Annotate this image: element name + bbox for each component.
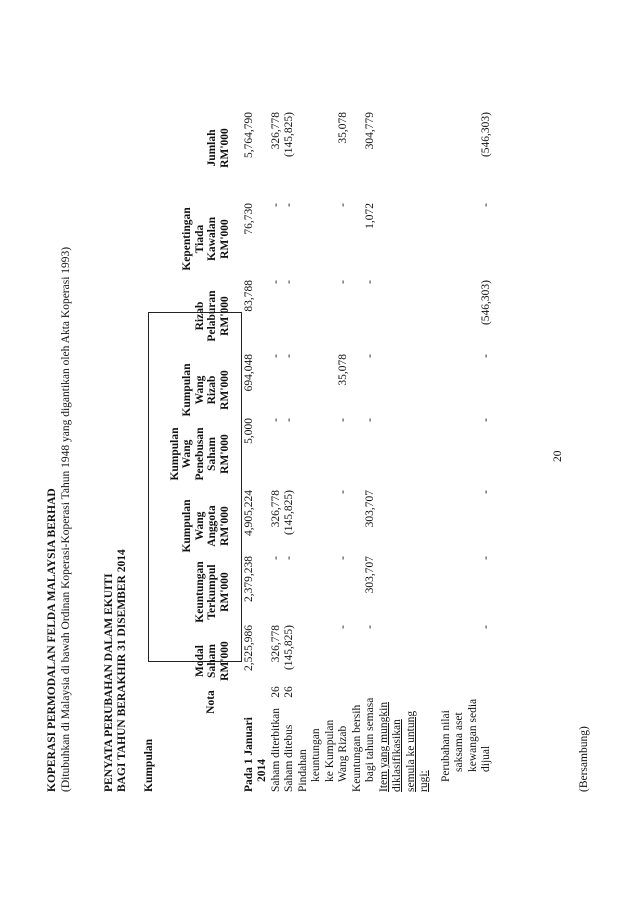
table-cell: 35,078	[337, 112, 349, 144]
row-label: diklasifikasikan	[391, 719, 403, 792]
header-kumpulan-wang-rizab: Kumpulan Wang Rizab RM'000	[181, 363, 231, 417]
table-cell: -	[364, 280, 376, 284]
row-label: saksama aset	[453, 712, 465, 772]
header-modal-saham: Modal Saham RM'000	[193, 641, 231, 681]
table-cell: 694,048	[243, 354, 255, 392]
table-cell: -	[283, 280, 295, 284]
table-cell: -	[283, 354, 295, 358]
row-label: Saham ditebus	[283, 724, 295, 792]
table-cell: -	[337, 490, 349, 494]
org-name: KOPERASI PERMODALAN FELDA MALAYSIA BERHAD	[46, 488, 58, 792]
note-ref: 26	[283, 686, 295, 698]
row-label: ke Kumpulan	[324, 719, 336, 782]
table-cell: 4,905,224	[243, 490, 255, 536]
note-ref: 26	[270, 686, 282, 698]
table-cell: -	[364, 354, 376, 358]
table-cell: -	[480, 625, 492, 629]
statement-period: BAGI TAHUN BERAKHIR 31 DISEMBER 2014	[116, 549, 128, 792]
table-cell: -	[270, 354, 282, 358]
table-cell: 5,000	[243, 418, 255, 444]
table-cell: -	[364, 625, 376, 629]
header-rizab-pelaburan: Rizab Pelaburan RM'000	[193, 290, 231, 342]
continued-note: (Bersambung)	[578, 726, 590, 792]
table-cell: -	[337, 556, 349, 560]
table-cell: -	[283, 418, 295, 422]
incorporation-note: (Ditubuhkan di Malaysia di bawah Ordinan Koperasi-Koperasi Tahun 1948 yang digantikan oleh Akta Koperasi 1993)	[60, 246, 72, 792]
table-cell: 5,764,790	[243, 112, 255, 158]
header-nota: Nota	[205, 690, 217, 714]
row-label: Perubahan nilai	[440, 710, 452, 782]
table-cell: -	[480, 490, 492, 494]
table-cell: -	[270, 418, 282, 422]
row-label: 2014	[256, 759, 268, 782]
table-cell: (546,303)	[480, 112, 492, 158]
table-cell: (145,825)	[283, 112, 295, 158]
header-kumpulan-wang-anggota: Kumpulan Wang Anggota RM'000	[181, 499, 231, 553]
table-cell: -	[480, 418, 492, 422]
row-label: keuntungan	[310, 728, 322, 782]
header-kepentingan-tiada-kawalan: Kepentingan Tiada Kawalan RM'000	[181, 207, 231, 271]
table-cell: -	[337, 625, 349, 629]
row-label: Item yang mungkin	[378, 701, 390, 792]
table-cell: 326,778	[270, 625, 282, 663]
table-cell: -	[283, 203, 295, 207]
table-cell: 35,078	[337, 354, 349, 386]
table-cell: 1,072	[364, 203, 376, 229]
table-cell: 2,379,238	[243, 556, 255, 602]
table-cell: (145,825)	[283, 490, 295, 536]
table-cell: 303,707	[364, 556, 376, 594]
table-cell: -	[480, 556, 492, 560]
row-label: Pindahan	[297, 749, 309, 792]
table-cell: (145,825)	[283, 625, 295, 671]
table-cell: 76,730	[243, 203, 255, 235]
row-label: dijual	[480, 745, 492, 772]
table-cell: -	[337, 203, 349, 207]
row-label: Pada 1 Januari	[243, 717, 255, 792]
table-cell: 83,788	[243, 280, 255, 312]
header-kumpulan-wang-penebusan-saham: Kumpulan Wang Penebusan Saham RM'000	[168, 427, 231, 481]
table-cell: -	[364, 418, 376, 422]
table-cell: (546,303)	[480, 280, 492, 326]
row-label: kewangan sedia	[467, 698, 479, 772]
group-label: Kumpulan	[143, 738, 155, 792]
table-cell: -	[480, 203, 492, 207]
table-cell: -	[480, 354, 492, 358]
table-cell: 2,525,986	[243, 625, 255, 671]
table-cell: -	[270, 280, 282, 284]
row-label: Saham diterbitkan	[270, 708, 282, 792]
table-cell: -	[283, 556, 295, 560]
statement-title: PENYATA PERUBAHAN DALAM EKUITI	[103, 573, 115, 792]
row-label: semula ke untung	[405, 710, 417, 792]
header-keuntungan-terkumpul: Keuntungan Terkumpul RM'000	[193, 561, 231, 623]
table-cell: -	[337, 280, 349, 284]
table-cell: 303,707	[364, 490, 376, 528]
table-cell: 326,778	[270, 490, 282, 528]
row-label: rugi:	[418, 770, 430, 792]
header-jumlah: Jumlah RM'000	[206, 128, 231, 168]
table-cell: -	[270, 556, 282, 560]
row-label: Wang Rizab	[337, 725, 349, 782]
table-cell: 326,778	[270, 112, 282, 150]
table-cell: 304,779	[364, 112, 376, 150]
row-label: bagi tahun semasa	[364, 697, 376, 782]
row-label: Keuntungan bersih	[351, 704, 363, 792]
page-number: 20	[552, 450, 564, 462]
table-cell: -	[270, 203, 282, 207]
table-cell: -	[337, 418, 349, 422]
